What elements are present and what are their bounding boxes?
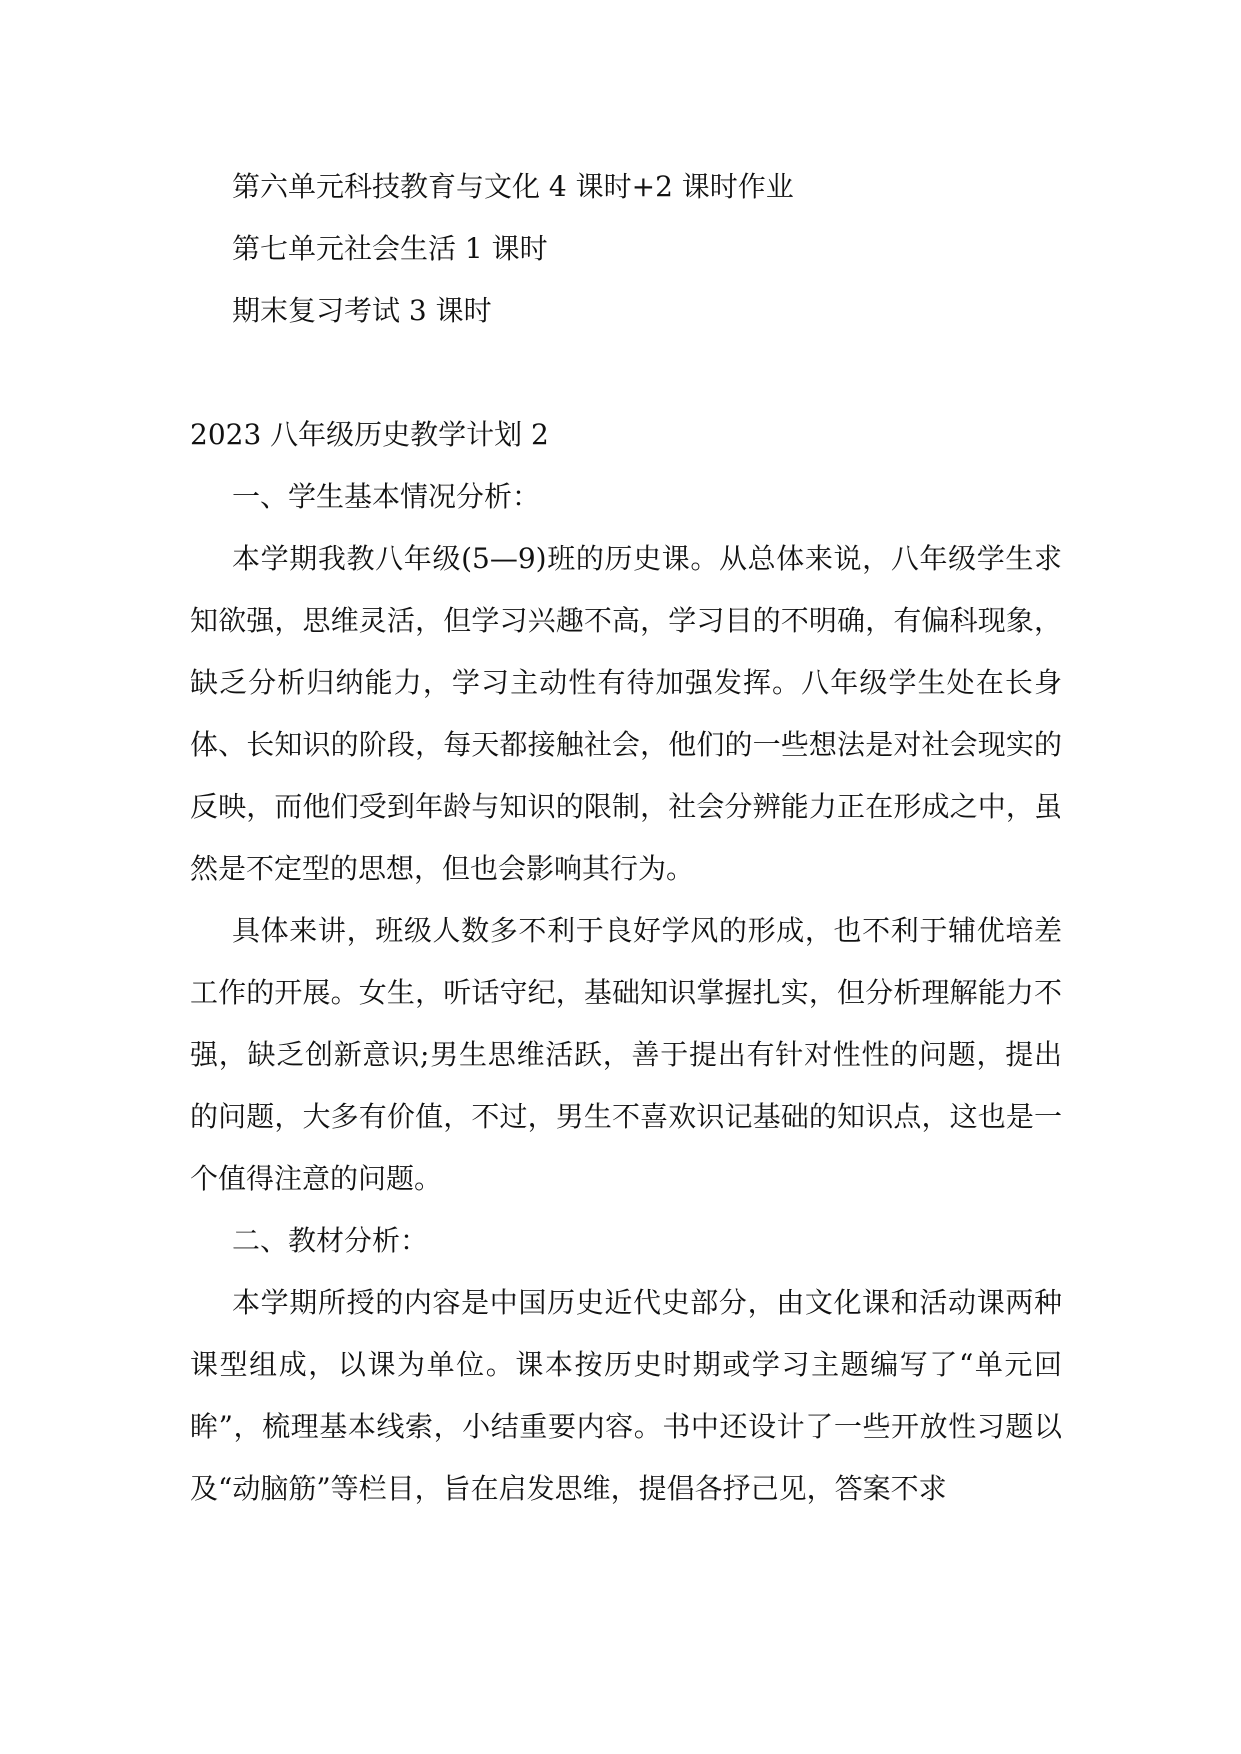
section2-heading: 二、教材分析： xyxy=(232,1224,429,1257)
section-spacer xyxy=(190,342,1062,404)
section2-paragraph-1: 本学期所授的内容是中国历史近代史部分，由文化课和活动课两种课型组成，以课为单位。课本按历史时期或学习主题编写了“单元回眸”，梳理基本线索，小结重要内容。书中还设计了一些开放性习题以及“动脑筋”等栏目，旨在启发思维，提倡各抒己见，答案不求 xyxy=(190,1286,1062,1505)
schedule-final: 期末复习考试 3 课时 xyxy=(232,294,492,327)
schedule-unit7: 第七单元社会生活 1 课时 xyxy=(232,232,548,265)
document-body xyxy=(190,156,1062,1520)
section1-heading: 一、学生基本情况分析： xyxy=(232,480,541,513)
schedule-unit6: 第六单元科技教育与文化 4 课时+2 课时作业 xyxy=(232,170,794,203)
section1-paragraph-2: 具体来讲，班级人数多不利于良好学风的形成，也不利于辅优培差工作的开展。女生，听话守纪，基础知识掌握扎实，但分析理解能力不强，缺乏创新意识;男生思维活跃，善于提出有针对性性的问题，提出的问题，大多有价值，不过，男生不喜欢识记基础的知识点，这也是一个值得注意的问题。 xyxy=(190,914,1062,1195)
document-title: 2023 八年级历史教学计划 2 xyxy=(190,418,549,451)
section1-paragraph-1: 本学期我教八年级(5—9)班的历史课。从总体来说，八年级学生求知欲强，思维灵活，但学习兴趣不高，学习目的不明确，有偏科现象，缺乏分析归纳能力，学习主动性有待加强发挥。八年级学生处在长身体、长知识的阶段，每天都接触社会，他们的一些想法是对社会现实的反映，而他们受到年龄与知识的限制，社会分辨能力正在形成之中，虽然是不定型的思想，但也会影响其行为。 xyxy=(190,542,1062,885)
